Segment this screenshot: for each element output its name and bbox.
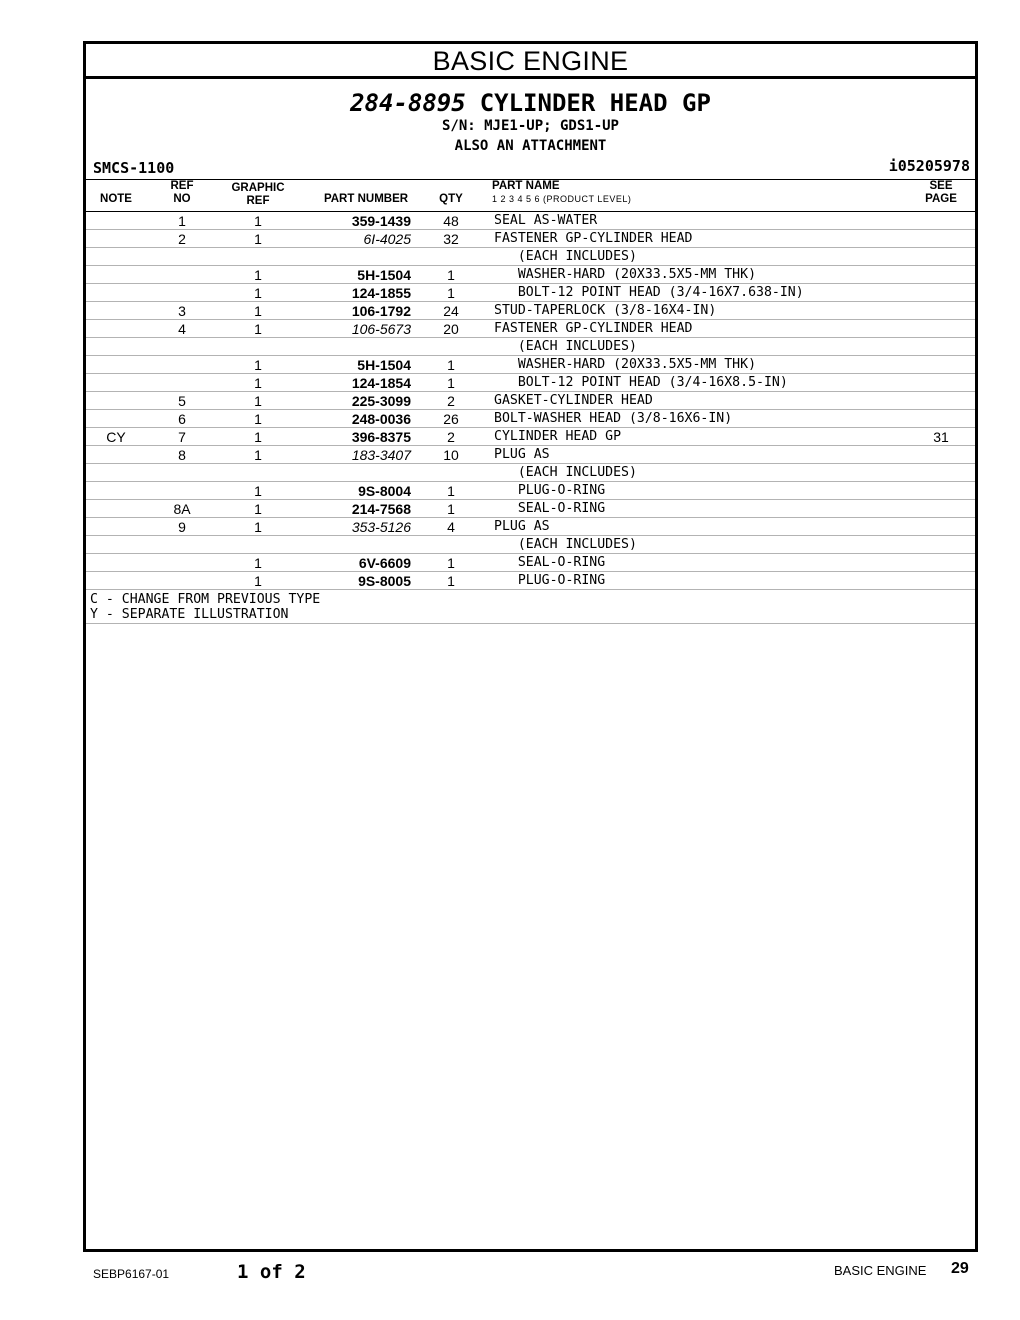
col-note: NOTE [100, 193, 132, 205]
ref-no-cell: 6 [178, 411, 186, 427]
col-ref-no-bottom: NO [173, 193, 191, 205]
graphic-ref-cell: 1 [254, 213, 262, 229]
part-number-cell: 359-1439 [351, 213, 411, 229]
qty-cell: 2 [447, 429, 455, 445]
part-name-cell: WASHER-HARD (20X33.5X5-MM THK) [494, 357, 757, 372]
table-row [86, 428, 975, 446]
parts-page-frame [83, 41, 978, 1252]
part-name-cell: PLUG AS [494, 447, 550, 462]
qty-cell: 1 [447, 285, 455, 301]
ref-no-cell: 3 [178, 303, 186, 319]
attachment-note: ALSO AN ATTACHMENT [454, 138, 607, 154]
col-graphic-ref-bottom: REF [246, 195, 270, 207]
table-row [86, 464, 975, 482]
col-see-page-bottom: PAGE [925, 193, 957, 205]
part-number-cell: 6I-4025 [363, 231, 411, 247]
part-number-cell: 9S-8005 [358, 573, 411, 589]
group-header [86, 79, 975, 157]
qty-cell: 1 [447, 555, 455, 571]
part-name-cell: BOLT-12 POINT HEAD (3/4-16X7.638-IN) [494, 285, 804, 300]
col-part-number: PART NUMBER [323, 193, 409, 205]
graphic-ref-cell: 1 [254, 501, 262, 517]
graphic-ref-cell: 1 [254, 321, 262, 337]
ref-no-cell: 1 [178, 213, 186, 229]
qty-cell: 1 [447, 501, 455, 517]
note-cell: CY [106, 429, 126, 445]
part-name-cell: SEAL-O-RING [494, 501, 606, 516]
graphic-ref-cell: 1 [254, 447, 262, 463]
col-graphic-ref [226, 182, 290, 208]
qty-cell: 2 [447, 393, 455, 409]
footer-page-number: 29 [951, 1260, 969, 1277]
qty-cell: 24 [443, 303, 459, 319]
part-number-cell: 353-5126 [351, 519, 411, 535]
graphic-ref-cell: 1 [254, 573, 262, 589]
table-row [86, 500, 975, 518]
table-row [86, 230, 975, 248]
graphic-ref-cell: 1 [254, 411, 262, 427]
table-row [86, 536, 975, 554]
part-number-cell: 106-1792 [351, 303, 411, 319]
part-name-cell: (EACH INCLUDES) [494, 465, 637, 480]
qty-cell: 32 [443, 231, 459, 247]
ref-no-cell: 8A [173, 501, 191, 517]
part-name-cell: STUD-TAPERLOCK (3/8-16X4-IN) [494, 303, 717, 318]
part-number-cell: 183-3407 [351, 447, 411, 463]
part-name-cell: FASTENER GP-CYLINDER HEAD [494, 231, 693, 246]
legend-item: C - CHANGE FROM PREVIOUS TYPE [90, 592, 321, 607]
group-name: CYLINDER HEAD GP [479, 89, 711, 117]
qty-cell: 1 [447, 267, 455, 283]
table-row [86, 482, 975, 500]
part-name-cell: SEAL AS-WATER [494, 213, 598, 228]
graphic-ref-cell: 1 [254, 555, 262, 571]
group-title [86, 79, 975, 116]
graphic-ref-cell: 1 [254, 393, 262, 409]
part-number-cell: 124-1854 [351, 375, 411, 391]
col-ref-no [162, 180, 202, 206]
footer-section: BASIC ENGINE [834, 1263, 927, 1278]
footer-doc-number: SEBP6167-01 [93, 1267, 170, 1281]
ref-no-cell: 7 [178, 429, 186, 445]
table-row [86, 392, 975, 410]
part-name-cell: BOLT-12 POINT HEAD (3/4-16X8.5-IN) [494, 375, 788, 390]
table-row [86, 554, 975, 572]
part-name-cell: (EACH INCLUDES) [494, 249, 637, 264]
part-number-cell: 124-1855 [351, 285, 411, 301]
graphic-ref-cell: 1 [254, 375, 262, 391]
part-number-cell: 5H-1504 [357, 267, 411, 283]
group-part-number: 284-8895 [350, 89, 466, 117]
section-title: BASIC ENGINE [86, 44, 975, 79]
qty-cell: 1 [447, 483, 455, 499]
table-row [86, 284, 975, 302]
ref-no-cell: 5 [178, 393, 186, 409]
qty-cell: 1 [447, 375, 455, 391]
part-number-cell: 396-8375 [351, 429, 411, 445]
graphic-ref-cell: 1 [254, 231, 262, 247]
table-row [86, 374, 975, 392]
illustration-id: i05205978 [888, 157, 970, 175]
column-header [86, 179, 975, 212]
table-row [86, 338, 975, 356]
qty-cell: 20 [443, 321, 459, 337]
footer-page-of: 1 of 2 [237, 1261, 306, 1283]
col-qty: QTY [439, 193, 463, 205]
table-row [86, 572, 975, 590]
part-name-cell: GASKET-CYLINDER HEAD [494, 393, 653, 408]
legend [86, 590, 975, 624]
graphic-ref-cell: 1 [254, 267, 262, 283]
part-number-cell: 5H-1504 [357, 357, 411, 373]
ref-no-cell: 8 [178, 447, 186, 463]
part-name-cell: SEAL-O-RING [494, 555, 606, 570]
table-row [86, 410, 975, 428]
graphic-ref-cell: 1 [254, 357, 262, 373]
part-name-cell: CYLINDER HEAD GP [494, 429, 622, 444]
part-name-cell: WASHER-HARD (20X33.5X5-MM THK) [494, 267, 757, 282]
ref-no-cell: 4 [178, 321, 186, 337]
graphic-ref-cell: 1 [254, 483, 262, 499]
col-see-page [916, 180, 966, 206]
col-graphic-ref-top: GRAPHIC [231, 182, 285, 194]
table-row [86, 302, 975, 320]
legend-item: Y - SEPARATE ILLUSTRATION [90, 607, 289, 622]
part-name-cell: FASTENER GP-CYLINDER HEAD [494, 321, 693, 336]
ref-no-cell: 2 [178, 231, 186, 247]
table-row [86, 446, 975, 464]
part-number-cell: 225-3099 [351, 393, 411, 409]
part-number-cell: 6V-6609 [358, 555, 411, 571]
col-part-name-label: PART NAME [492, 180, 560, 192]
smcs-code: SMCS-1100 [93, 159, 175, 177]
graphic-ref-cell: 1 [254, 429, 262, 445]
col-ref-no-top: REF [170, 180, 194, 192]
col-product-levels: 1 2 3 4 5 6 (PRODUCT LEVEL) [492, 194, 632, 204]
qty-cell: 48 [443, 213, 459, 229]
parts-table-body [86, 212, 975, 590]
table-row [86, 518, 975, 536]
table-row [86, 356, 975, 374]
table-row [86, 248, 975, 266]
table-row [86, 266, 975, 284]
part-number-cell: 106-5673 [351, 321, 411, 337]
part-name-cell: BOLT-WASHER HEAD (3/8-16X6-IN) [494, 411, 733, 426]
table-row [86, 320, 975, 338]
see-page-cell: 31 [933, 429, 949, 445]
meta-row [86, 157, 975, 179]
graphic-ref-cell: 1 [254, 303, 262, 319]
part-name-cell: (EACH INCLUDES) [494, 339, 637, 354]
part-number-cell: 214-7568 [351, 501, 411, 517]
qty-cell: 4 [447, 519, 455, 535]
graphic-ref-cell: 1 [254, 519, 262, 535]
part-name-cell: PLUG-O-RING [494, 483, 606, 498]
part-number-cell: 248-0036 [351, 411, 411, 427]
part-number-cell: 9S-8004 [358, 483, 411, 499]
serial-numbers: S/N: MJE1-UP; GDS1-UP [441, 118, 619, 134]
graphic-ref-cell: 1 [254, 285, 262, 301]
part-name-cell: (EACH INCLUDES) [494, 537, 637, 552]
col-part-name [492, 180, 631, 206]
qty-cell: 10 [443, 447, 459, 463]
ref-no-cell: 9 [178, 519, 186, 535]
part-name-cell: PLUG-O-RING [494, 573, 606, 588]
qty-cell: 1 [447, 357, 455, 373]
qty-cell: 26 [443, 411, 459, 427]
qty-cell: 1 [447, 573, 455, 589]
col-see-page-top: SEE [929, 180, 953, 192]
table-row [86, 212, 975, 230]
part-name-cell: PLUG AS [494, 519, 550, 534]
